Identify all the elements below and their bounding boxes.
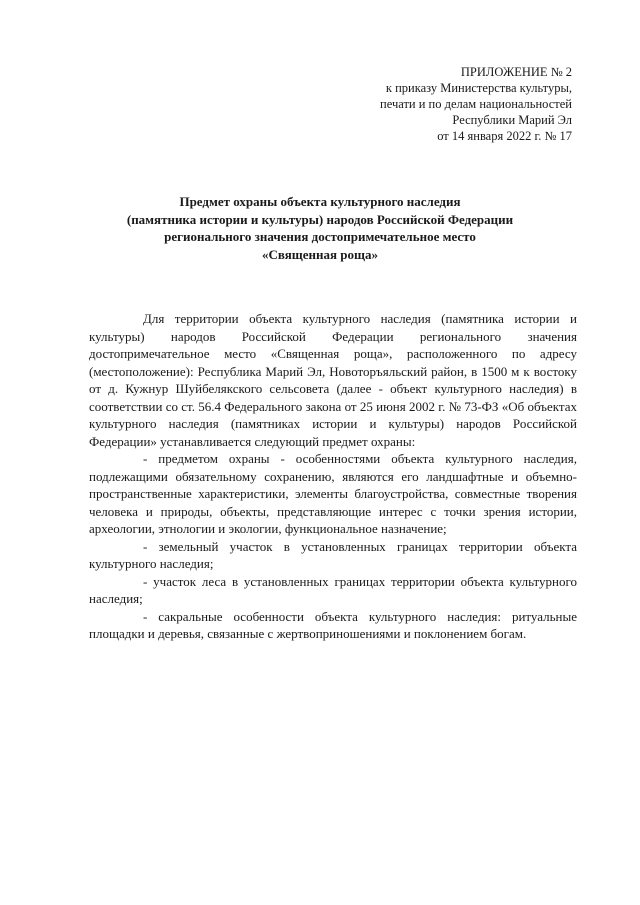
annex-line: к приказу Министерства культуры, xyxy=(385,81,572,95)
annex-line: печати и по делам национальностей xyxy=(380,97,572,111)
title-line: «Священная роща» xyxy=(262,246,378,262)
title-line: регионального значения достопримечательное место xyxy=(164,229,476,244)
title-line: Предмет охраны объекта культурного наследия xyxy=(179,194,461,209)
annex-number: ПРИЛОЖЕНИЕ № 2 xyxy=(460,65,572,79)
document-body xyxy=(89,310,577,643)
list-item: - сакральные особенности объекта культурного наследия: ритуальные площадки и деревья, связанные с жертвоприношениями и поклонением богам. xyxy=(89,608,577,641)
document-title xyxy=(80,193,560,263)
list-item: - предметом охраны - особенностями объекта культурного наследия, подлежащими обязательному сохранению, являются его ландшафтные и объемно-пространственные характеристики, элементы благоустройства, совместные творения человека и природы, объекты, представляющие интерес с точки зрения истории, археологии, этнологии и экологии, функциональное назначение; xyxy=(89,451,577,536)
annex-header xyxy=(332,64,572,144)
title-line: (памятника истории и культуры) народов Российской Федерации xyxy=(126,211,514,227)
annex-date-line: от 14 января 2022 г. № 17 xyxy=(437,129,572,143)
list-item: - земельный участок в установленных границах территории объекта культурного наследия; xyxy=(89,538,577,571)
annex-line: Республики Марий Эл xyxy=(452,113,572,127)
intro-paragraph: Для территории объекта культурного наследия (памятника истории и культуры) народов Российской Федерации регионального значения достопримечательное место «Священная роща», расположенного по адресу (местоположение): Республика Марий Эл, Новоторъяльский район, в 1500 м к востоку от д. Кужнур Шуйбелякского сельсовета (далее - объект культурного наследия) в соответствии со ст. 56.4 Федерального закона от 25 июня 2002 г. № 73-ФЗ «Об объектах культурного наследия (памятниках истории и культуры) народов Российской Федерации» устанавливается следующий предмет охраны: xyxy=(89,311,577,449)
list-item: - участок леса в установленных границах территории объекта культурного наследия; xyxy=(89,573,577,606)
